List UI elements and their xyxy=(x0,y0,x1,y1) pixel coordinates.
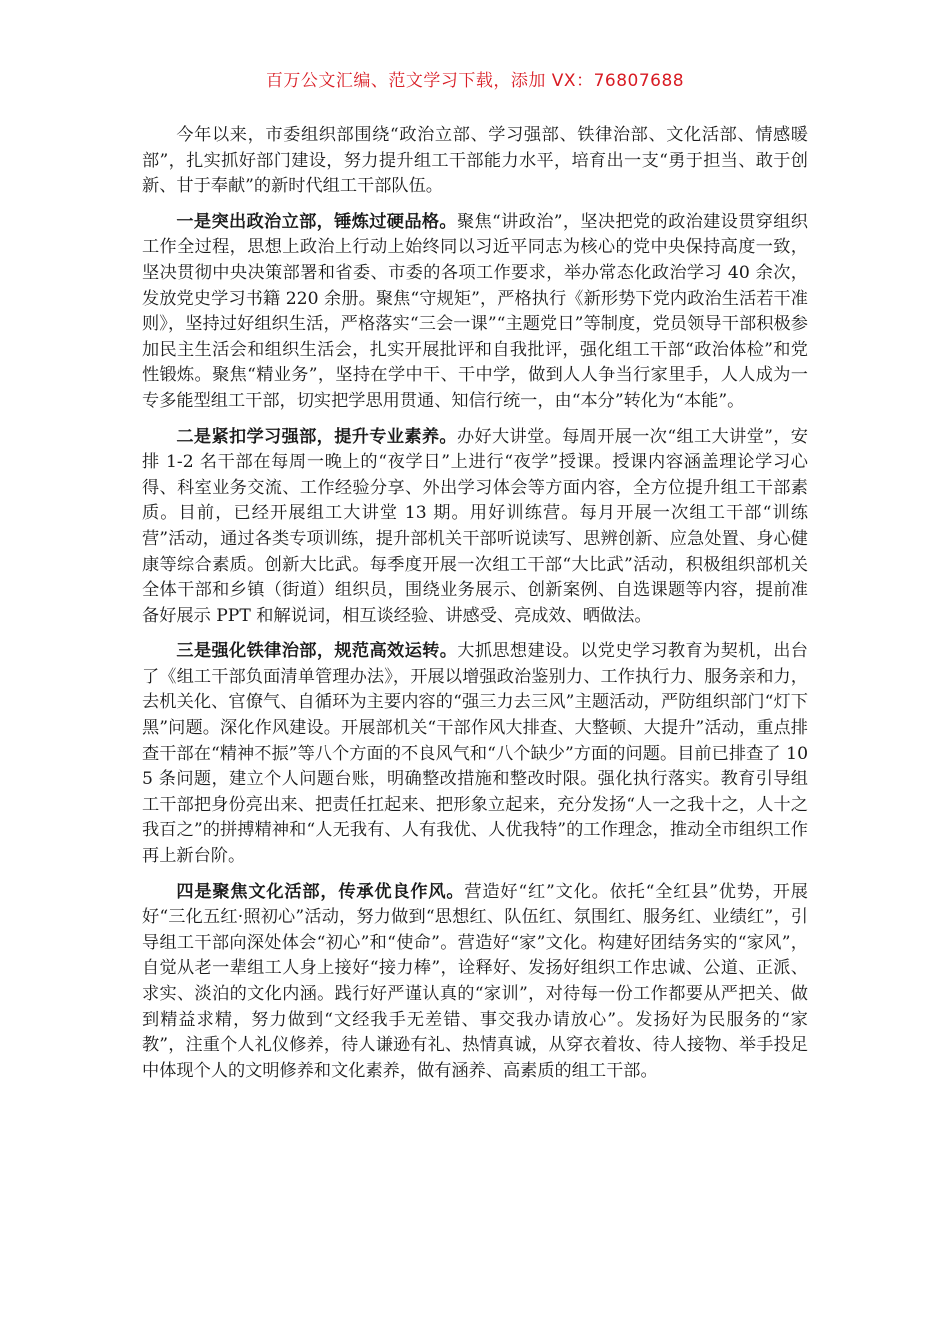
section-heading-3: 三是强化铁律治部，规范高效运转。 xyxy=(176,641,458,662)
section-text-1: 聚焦“讲政治”，坚决把党的政治建设贯穿组织工作全过程，思想上政治上行动上始终同以习近平同志为核心的党中央保持高度一致，坚决贯彻中央决策部署和省委、市委的各项工作要求，举办常态化政治学习 40 余次，发放党史学习书籍 220 余册。聚焦“守规矩”，严格执行《新形势下党内政治生活若干准则》，坚持过好组织生活，严格落实“三会一课”“主题党日”等制度，党员领导干部积极参加民主生活会和组织生活会，扎实开展批评和自我批评，强化组工干部“政治体检”和党性锻炼。聚焦“精业务”，坚持在学中干、干中学，做到人人争当行家里手，人人成为一专多能型组工干部，切实把学思用贯通、知信行统一，由“本分”转化为“本能”。 xyxy=(142,211,808,411)
section-text-3: 大抓思想建设。以党史学习教育为契机，出台了《组工干部负面清单管理办法》，开展以增强政治鉴别力、工作执行力、服务亲和力，去机关化、官僚气、自循环为主要内容的“强三力去三风”主题活动，严防组织部门“灯下黑”问题。深化作风建设。开展部机关“干部作风大排查、大整顿、大提升”活动，重点排查干部在“精神不振”等八个方面的不良风气和“八个缺少”方面的问题。目前已排查了 105 条问题，建立个人问题台账，明确整改措施和整改时限。强化执行落实。教育引导组工干部把身份亮出来、把责任扛起来、把形象立起来，充分发扬“人一之我十之，人十之我百之”的拼搏精神和“人无我有、人有我优、人优我特”的工作理念，推动全市组织工作再上新台阶。 xyxy=(142,641,808,867)
section-heading-2: 二是紧扣学习强部，提升专业素养。 xyxy=(176,426,457,447)
section-text-2: 办好大讲堂。每周开展一次“组工大讲堂”，安排 1-2 名干部在每周一晚上的“夜学日”上进行“夜学”授课。授课内容涵盖理论学习心得、科室业务交流、工作经验分享、外出学习体会等方面内容，全方位提升组工干部素质。目前，已经开展组工大讲堂 13 期。用好训练营。每月开展一次组工干部“训练营”活动，通过各类专项训练，提升部机关干部听说读写、思辨创新、应急处置、身心健康等综合素质。创新大比武。每季度开展一次组工干部“大比武”活动，积极组织部机关全体干部和乡镇（街道）组织员，围绕业务展示、创新案例、自选课题等内容，提前准备好展示 PPT 和解说词，相互谈经验、讲感受、亮成效、晒做法。 xyxy=(142,426,808,626)
section-paragraph-4 xyxy=(142,880,808,1085)
section-text-4: 营造好“红”文化。依托“全红县”优势，开展好“三化五红·照初心”活动，努力做到“思想红、队伍红、氛围红、服务红、业绩红”，引导组工干部向深处体会“初心”和“使命”。营造好“家”文化。构建好团结务实的“家风”，自觉从老一辈组工人身上接好“接力棒”，诠释好、发扬好组织工作忠诚、公道、正派、求实、淡泊的文化内涵。践行好严谨认真的“家训”，对待每一份工作都要从严把关、做到精益求精，努力做到“文经我手无差错、事交我办请放心”。发扬好为民服务的“家教”，注重个人礼仪修养，待人谦逊有礼、热情真诚，从穿衣着妆、待人接物、举手投足中体现个人的文明修养和文化素养，做有涵养、高素质的组工干部。 xyxy=(142,881,808,1081)
download-banner: 百万公文汇编、范文学习下载，添加 VX：76807688 xyxy=(265,71,685,91)
section-heading-1: 一是突出政治立部，锤炼过硬品格。 xyxy=(176,211,457,232)
section-heading-4: 四是聚焦文化活部，传承优良作风。 xyxy=(176,881,465,902)
intro-paragraph: 今年以来，市委组织部围绕“政治立部、学习强部、铁律治部、文化活部、情感暖部”，扎实抓好部门建设，努力提升组工干部能力水平，培育出一支“勇于担当、敢于创新、甘于奉献”的新时代组工干部队伍。 xyxy=(142,125,808,197)
section-paragraph-1 xyxy=(142,210,808,415)
document-body xyxy=(142,123,808,1094)
section-paragraph-2 xyxy=(142,425,808,630)
section-paragraph-3 xyxy=(142,639,808,869)
